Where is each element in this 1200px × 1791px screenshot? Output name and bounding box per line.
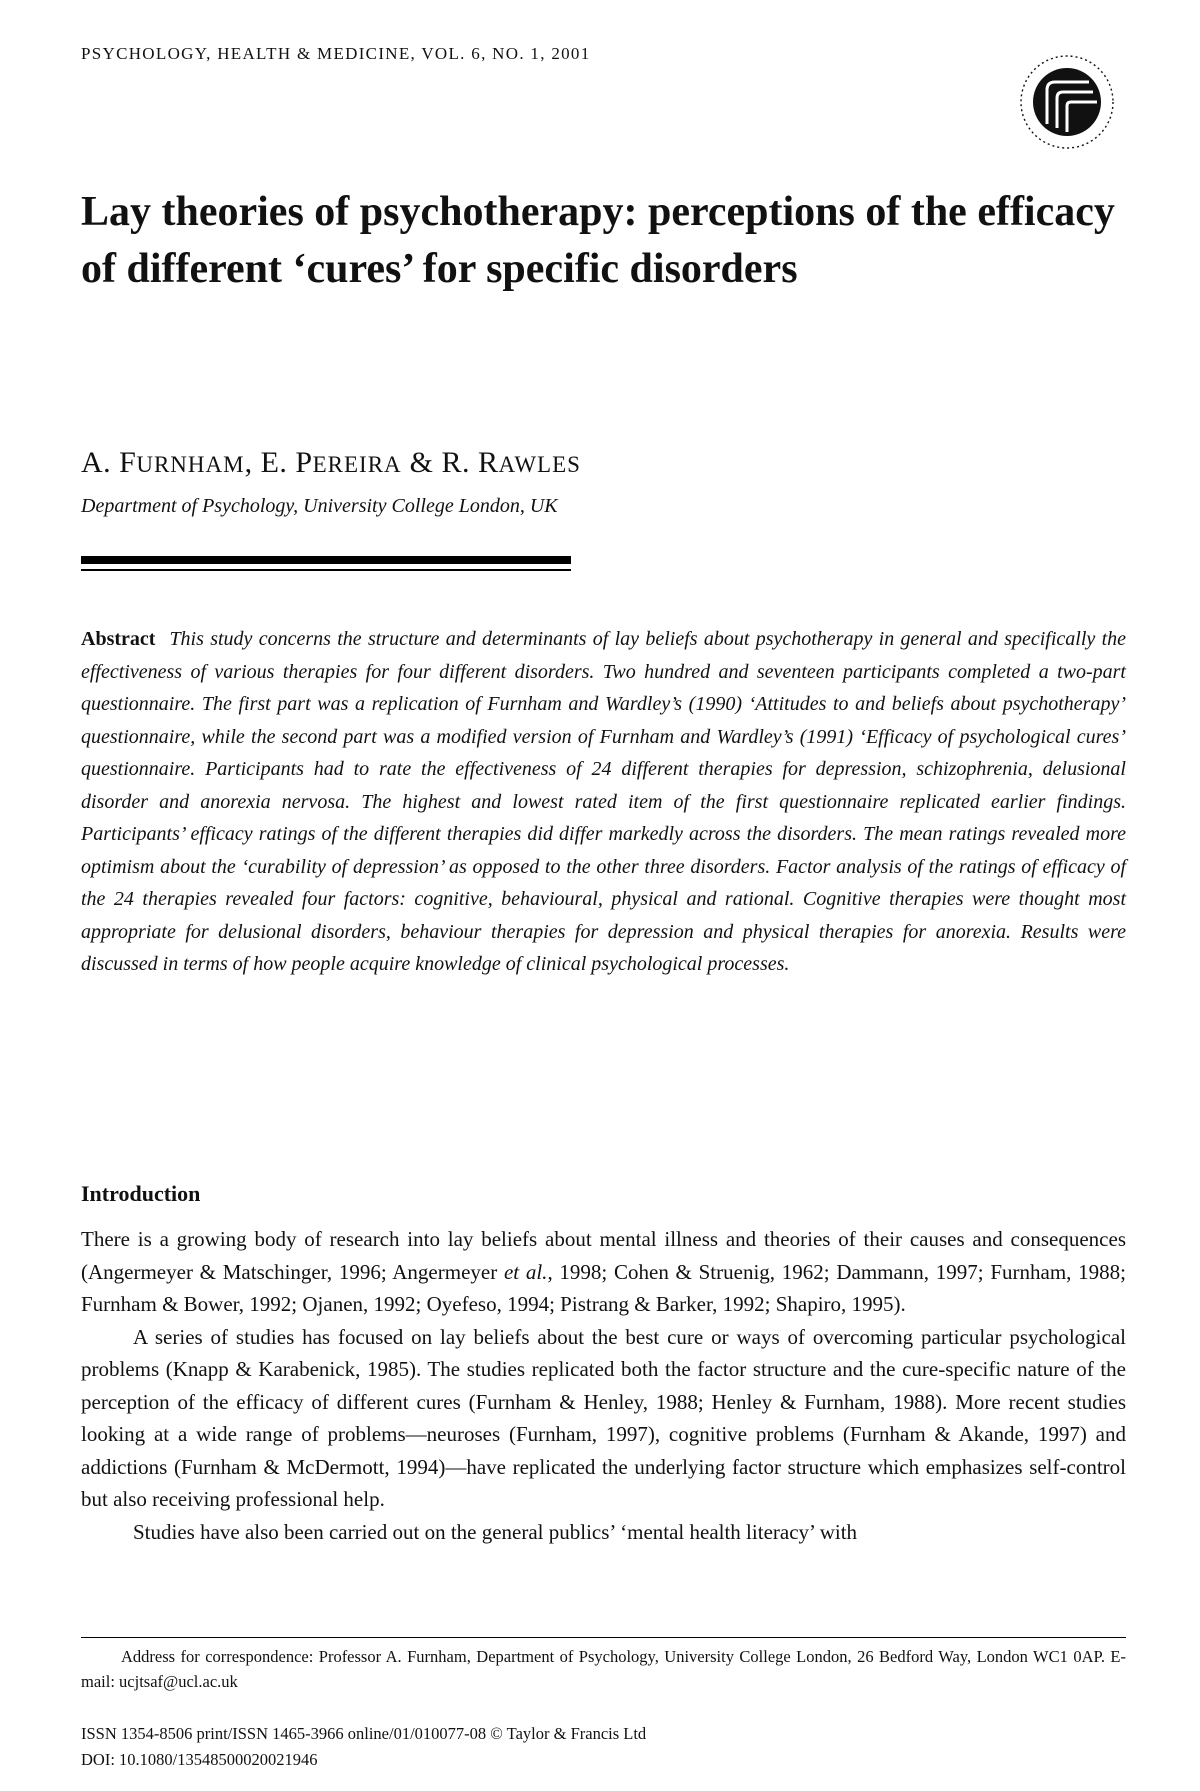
author-list [81,446,581,480]
author-affiliation: Department of Psychology, University College London, UK [81,495,558,517]
title-divider-thin [81,569,571,571]
author-separator: , [244,446,261,479]
author-name: R. RAWLES [441,446,581,479]
author-name: E. PEREIRA [260,446,402,479]
doi-line: DOI: 10.1080/13548500020021946 [81,1750,318,1769]
paragraph: There is a growing body of research into lay beliefs about mental illness and theories of their causes and consequences (Angermeyer & Matschinger, 1996; Angermeyer et al., 1998; Cohen & Struenig, 1962; Dammann, 1997; Furnham, 1988; Furnham & Bower, 1992; Ojanen, 1992; Oyefeso, 1994; Pistrang & Barker, 1992; Shapiro, 1995). [81,1227,1127,1316]
carfax-publishing-logo-icon [1017,52,1117,152]
emphasis-et-al: et al. [503,1259,548,1284]
author-separator: & [401,446,442,479]
paragraph: A series of studies has focused on lay beliefs about the best cure or ways of overcoming particular psychological problems (Knapp & Karabenick, 1985). The studies replicated both the factor structure and the cure-specific nature of the perception of the efficacy of different cures (Furnham & Henley, 1988; Henley & Furnham, 1988). More recent studies looking at a wide range of problems—neuroses (Furnham, 1997), cognitive problems (Furnham & Akande, 1997) and addictions (Furnham & McDermott, 1994)—have replicated the underlying factor structure which emphasizes self-control but also receiving professional help. [81,1324,1126,1511]
author-name: A. FURNHAM [81,446,245,479]
paragraph: Studies have also been carried out on the general publics’ ‘mental health literacy’ with [133,1519,858,1544]
abstract [81,623,1126,981]
correspondence-footnote: Address for correspondence: Professor A. Furnham, Department of Psychology, University College London, 26 Bedford Way, London WC1 0AP. E-mail: ucjtsaf@ucl.ac.uk [81,1647,1126,1691]
title-divider-thick [81,556,571,564]
issn-line: ISSN 1354-8506 print/ISSN 1465-3966 online/01/010077-08 © Taylor & Francis Ltd [81,1724,647,1743]
footnote-divider [81,1637,1126,1638]
article-title: Lay theories of psychotherapy: perceptions of the efficacy of different ‘cures’ for specific disorders [81,189,1115,292]
abstract-text: This study concerns the structure and determinants of lay beliefs about psychotherapy in general and specifically the effectiveness of various therapies for four different disorders. Two hundred and seventeen participants completed a two-part questionnaire. The first part was a replication of Furnham and Wardley’s (1990) ‘Attitudes to and beliefs about psychotherapy’ questionnaire, while the second part was a modified version of Furnham and Wardley’s (1991) ‘Efficacy of psychological cures’ questionnaire. Participants had to rate the effectiveness of 24 different therapies for depression, schizophrenia, delusional disorder and anorexia nervosa. The highest and lowest rated item of the first questionnaire replicated earlier findings. Participants’ efficacy ratings of the different therapies did differ markedly across the disorders. The mean ratings revealed more optimism about the ‘curability of depression’ as opposed to the other three disorders. Factor analysis of the ratings of efficacy of the 24 therapies revealed four factors: cognitive, behavioural, physical and rational. Cognitive therapies were thought most appropriate for delusional disorders, behaviour therapies for depression and physical therapies for anorexia. Results were discussed in terms of how people acquire knowledge of clinical psychological processes. [81,628,1126,975]
abstract-label: Abstract [81,628,156,650]
section-heading-introduction: Introduction [81,1181,201,1206]
journal-header: PSYCHOLOGY, HEALTH & MEDICINE, VOL. 6, NO. 1, 2001 [81,44,591,63]
introduction-body [81,1223,1126,1548]
